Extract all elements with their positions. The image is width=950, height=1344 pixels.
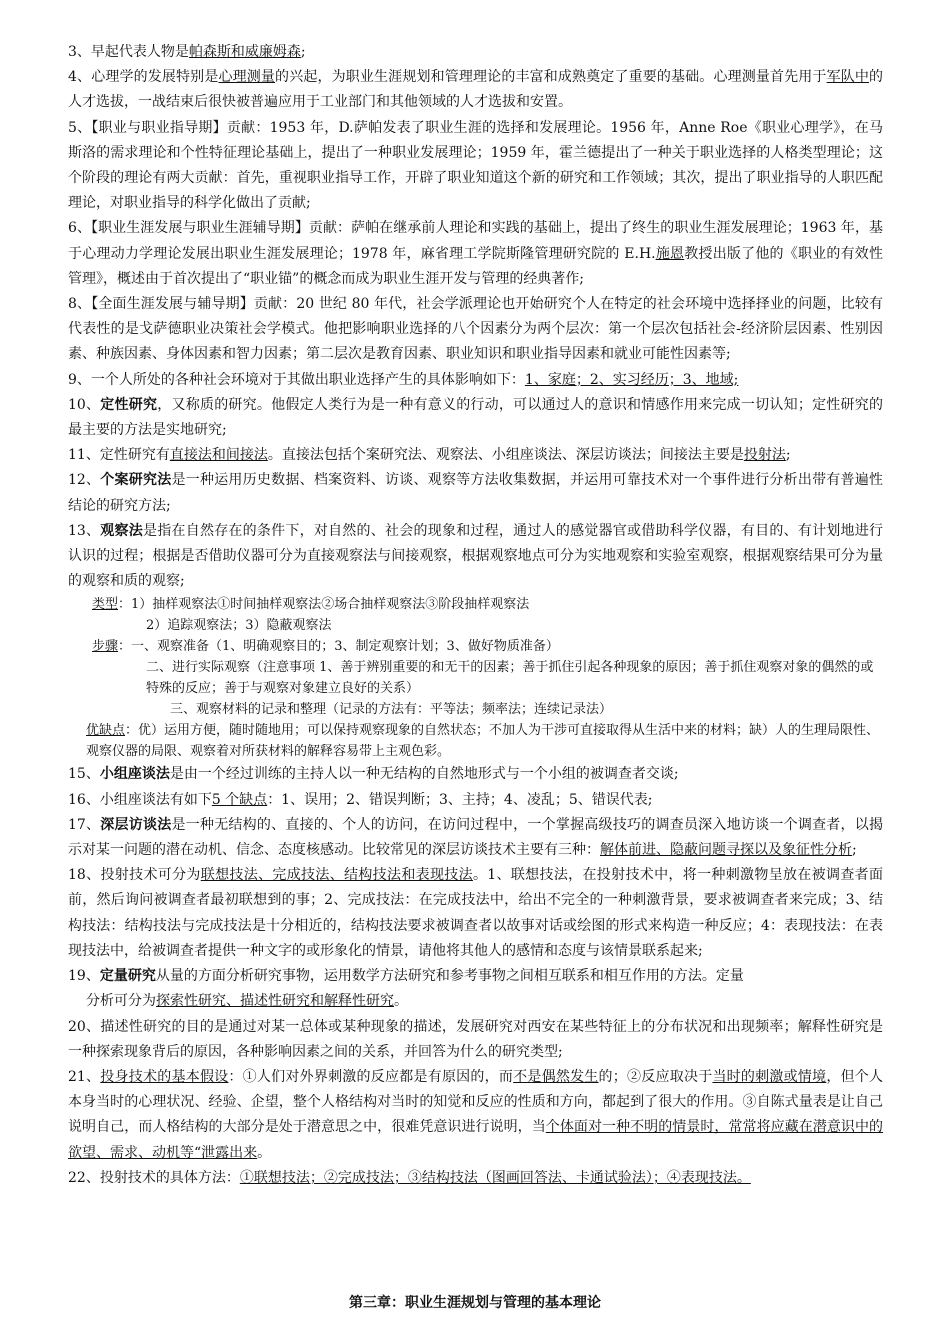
text-run: 18、投射技术可分为 [68, 867, 201, 884]
text-run: 6、【职业生涯发展与职业生涯辅导期】贡献：萨帕在继承前人理论和实践的基础上，提出了终生的职业生涯发展理论；1963 年，基于心理动力学理论发展出职业生涯发展理论；1978 年，麻省理工学院斯隆管理研究院的 E.H. [68, 220, 883, 262]
text-run: 21、 [68, 1068, 101, 1085]
text-run: 12、 [68, 472, 101, 489]
text-run: 从量的方面分析研究事物，运用数学方法研究和参考事物之间相互联系和相互作用的方法。定量 [155, 968, 744, 985]
bold-term: 定量研究 [99, 968, 156, 985]
text-run: ：1、误用；2、错误判断；3、主持；4、凌乱；5、错误代表; [267, 791, 653, 808]
bold-term: 深层访谈法 [100, 816, 172, 833]
chapter-heading: 第三章：职业生涯规划与管理的基本理论 [349, 1295, 601, 1311]
text-run: 3、早起代表人物是 [68, 44, 189, 60]
paragraph [68, 863, 883, 964]
text-run: 4、心理学的发展特别是 [68, 69, 219, 86]
text-run: ，但个人本身当时的心理状况、经验、企望，整个人格结构对当时的知觉和反应的性质和方向，都起到了很大的作用。③自陈式量表是让自己说明自己，而人格结构的大部分是处于潜意思之中，很难凭意识进行说明，当 [68, 1068, 884, 1136]
sub-item [68, 657, 883, 699]
underlined-text: 1、家庭；2、实习经历；3、地域; [524, 371, 739, 388]
paragraph [68, 65, 883, 115]
bold-term: 定性研究 [100, 396, 158, 413]
underlined-text: 解体前进、隐蔽问题寻探以及象征性分析 [600, 842, 852, 859]
underlined-text: 优缺点 [86, 723, 126, 739]
underlined-text: 不是偶然发生 [513, 1068, 599, 1085]
text-run: 。1、联想技法，在投射技术中，将一种刺激物呈放在被调查者面前，然后询问被调查者最初联想到的事；2、完成技法：在完成技法中，给出不完全的一种刺激背景，要求被调查者来完成；3、结构技法：结构技法与完成技法是十分相近的，结构技法要求被调查者以故事对话或绘图的形式来构造一种反应；4：表现技法：在表现技法中，给被调查者提供一种文字的或形象化的情景，请他将其他人的感情和态度与该情景联系起来; [68, 867, 883, 959]
text-run: ; [300, 44, 306, 60]
paragraph [68, 443, 883, 468]
text-run: 二、进行实际观察（注意事项 1、善于辨别重要的和无干的因素；善于抓住引起各种现象的原因；善于抓住观察对象的偶然的或特殊的反应；善于与观察对象建立良好的关系） [146, 660, 874, 697]
sub-item [68, 615, 883, 636]
paragraph [68, 813, 883, 863]
text-run: 。 [394, 993, 408, 1010]
paragraph [68, 393, 883, 443]
underlined-text: 个体面对一种不明的情景时，常常将应藏在潜意识中的欲望、需求、动机等“泄露出来 [68, 1119, 884, 1161]
underlined-text: 类型 [92, 597, 119, 613]
paragraph [68, 964, 883, 989]
sub-item [68, 699, 883, 720]
document-body [68, 40, 883, 1191]
text-run: ：1）抽样观察法①时间抽样观察法②场合抽样观察法③阶段抽样观察法 [118, 597, 530, 613]
text-run: 的人才选拔，一战结束后很快被普遍应用于工业部门和其他领域的人才选拔和安置。 [68, 69, 884, 111]
paragraph [68, 788, 883, 813]
text-run: 是指在自然存在的条件下，对自然的、社会的现象和过程，通过人的感觉器官或借助科学仪器，有目的、有计划地进行认识的过程；根据是否借助仪器可分为直接观察法与间接观察，根据观察地点可分为实地观察和实验室观察，根据观察结果可分为量的观察和质的观察; [68, 522, 884, 590]
text-run: 。直接法包括个案研究法、观察法、小组座谈法、深层访谈法；间接法主要是 [267, 447, 744, 464]
paragraph [68, 40, 883, 65]
text-run: 17、 [68, 816, 101, 833]
text-run: ：一、观察准备（1、明确观察目的；3、制定观察计划；3、做好物质准备） [118, 639, 559, 655]
text-run: 15、 [68, 766, 100, 783]
paragraph [68, 292, 883, 368]
underlined-text: 探索性研究、描述性研究和解释性研究 [156, 993, 394, 1010]
underlined-text: 投身技术的基本假设 [100, 1068, 229, 1085]
underlined-text: 当时的刺激或情境 [712, 1068, 827, 1085]
text-run: 5、【职业与职业指导期】贡献：1953 年，D.萨帕发表了职业生涯的选择和发展理论。1956 年，Anne Roe《职业心理学》，在马斯洛的需求理论和个性特征理论基础上，提出了一种职业发展理论；1959 年，霍兰德提出了一种关于职业选择的人格类型理论；这个阶段的理论有两大贡献：首先，重视职业指导工作，开辟了职业知道这个新的研究和工作领域；其次，提出了职业指导的人职匹配理论，对职业指导的科学化做出了贡献; [68, 119, 883, 212]
underlined-text: 5 个缺点 [211, 791, 268, 808]
text-run: 教授出版了他的《职业的有效性管理》，概述由于首次提出了“职业锚”的概念而成为职业生涯开发与管理的经典著作; [68, 245, 884, 287]
text-run: 。 [257, 1144, 272, 1161]
underlined-text: ①联想技法；②完成技法；③结构技法（图画回答法、卡通试验法）；④表现技法。 [239, 1169, 751, 1186]
paragraph [68, 1065, 883, 1166]
text-run: 13、 [68, 522, 101, 539]
text-run: 8、【全面生涯发展与辅导期】贡献：20 世纪 80 年代，社会学派理论也开始研究个人在特定的社会环境中选择择业的问题，比较有代表性的是戈萨德职业决策社会学模式。他把影响职业选择的八个因素分为两个层次：第一个层次包括社会-经济阶层因素、性别因素、种族因素、身体因素和智力因素；第二层次是教育因素、职业知识和职业指导因素和就业可能性因素等; [68, 296, 883, 363]
text-run: 是一种无结构的、直接的、个人的访问，在访问过程中，一个掌握高级技巧的调查员深入地访谈一个调查者，以揭示对某一问题的潜在动机、信念、态度核感动。比较常见的深层访谈技术主要有三种： [68, 816, 884, 859]
paragraph [68, 368, 883, 393]
underlined-text: 联想技法、完成技法、结构技法和表现技法 [200, 867, 473, 884]
text-run: 三、观察材料的记录和整理（记录的方法有：平等法；频率法；连续记录法） [170, 702, 613, 718]
underlined-text: 投射法 [743, 447, 786, 464]
paragraph [68, 216, 883, 292]
text-run: 的兴起，为职业生涯规划和管理理论的丰富和成熟奠定了重要的基础。心理测量首先用于 [275, 69, 827, 86]
underlined-text: 施恩 [655, 245, 685, 262]
text-run: 20、描述性研究的目的是通过对某一总体或某种现象的描述，发展研究对西安在某些特征上的分布状况和出现频率；解释性研究是一种探索现象背后的原因，各种影响因素之间的关系，并回答为什么的研究类型; [68, 1018, 883, 1060]
text-run: 19、 [68, 968, 100, 985]
text-run: ：优）运用方便，随时随地用；可以保持观察现象的自然状态；不加人为干涉可直接取得从生活中来的材料；缺）人的生理局限性、观察仪器的局限、观察着对所获材料的解释容易带上主观色彩。 [86, 723, 880, 760]
paragraph [68, 519, 883, 595]
text-run: 22、投射技术的具体方法： [68, 1169, 240, 1186]
text-run: 是由一个经过训练的主持人以一种无结构的自然地形式与一个小组的被调查者交谈; [169, 766, 679, 783]
text-run: 是一种运用历史数据、档案资料、访谈、观察等方法收集数据，并运用可靠技术对一个事件进行分析出带有普遍性结论的研究方法; [68, 472, 884, 514]
paragraph [68, 468, 883, 518]
sub-item [68, 720, 883, 762]
paragraph [68, 1015, 883, 1065]
sub-item [68, 636, 883, 657]
bold-term: 小组座谈法 [99, 766, 170, 783]
text-run: ，又称质的研究。他假定人类行为是一种有意义的行动，可以通过人的意识和情感作用来完成一切认知；定性研究的最主要的方法是实地研究; [68, 396, 884, 439]
paragraph [68, 762, 883, 787]
text-run: 的；②反应取决于 [598, 1068, 713, 1085]
text-run: ：①人们对外界刺激的反应都是有原因的，而 [228, 1068, 514, 1085]
text-run: 16、小组座谈法有如下 [68, 791, 212, 808]
paragraph [68, 1166, 883, 1191]
bold-term: 观察法 [100, 522, 144, 539]
text-run: 分析可分为 [86, 993, 156, 1010]
text-run: 10、 [68, 396, 101, 413]
text-run: ; [852, 842, 857, 859]
bold-term: 个案研究法 [100, 472, 172, 489]
sub-item [68, 594, 883, 615]
underlined-text: 步骤 [92, 639, 119, 655]
text-run: ; [785, 447, 791, 464]
underlined-text: 军队中 [826, 69, 870, 86]
underlined-text: 直接法和间接法 [169, 447, 268, 464]
paragraph [68, 989, 883, 1014]
text-run: 11、定性研究有 [68, 447, 170, 464]
paragraph [68, 116, 883, 217]
text-run: 9、一个人所处的各种社会环境对于其做出职业选择产生的具体影响如下： [68, 371, 525, 388]
underlined-text: 心理测量 [218, 69, 276, 86]
underlined-text: 帕森斯和威廉姆森 [188, 44, 301, 60]
text-run: 2）追踪观察法；3）隐蔽观察法 [146, 618, 332, 634]
